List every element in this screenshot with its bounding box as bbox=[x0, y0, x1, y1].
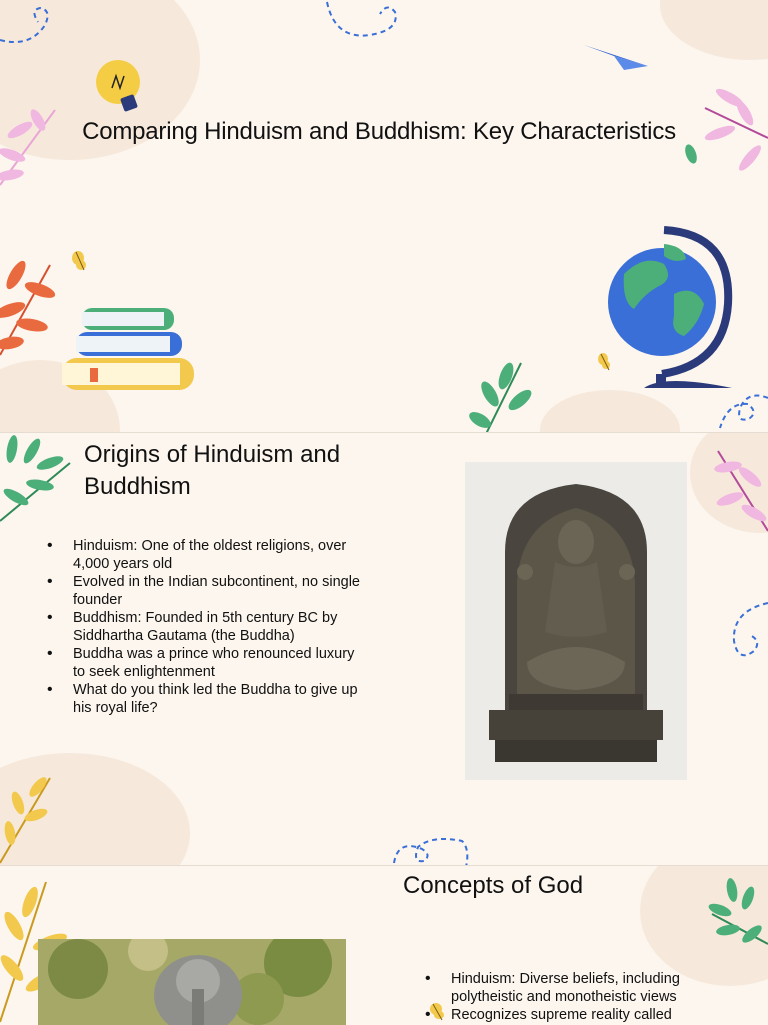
dashed-swirl-icon bbox=[728, 601, 768, 671]
slide-origins bbox=[0, 432, 768, 866]
list-item: • Buddhism: Founded in 5th century BC by Siddhartha Gautama (the Buddha) bbox=[44, 609, 364, 645]
buddha-statue-photo bbox=[465, 462, 687, 780]
pink-leaves-icon bbox=[708, 441, 768, 541]
slide-concepts-of-god bbox=[0, 865, 768, 1025]
light-bulb-icon bbox=[94, 56, 146, 114]
butterfly-icon bbox=[70, 250, 88, 272]
dashed-swirl-icon bbox=[392, 833, 472, 866]
list-item: • Hinduism: One of the oldest religions, over 4,000 years old bbox=[44, 537, 364, 573]
slide-title-text: Comparing Hinduism and Buddhism: Key Characteristics bbox=[82, 118, 676, 145]
background-blob bbox=[660, 0, 768, 60]
background-blob bbox=[540, 390, 680, 432]
butterfly-icon bbox=[428, 1002, 446, 1022]
list-item: • Recognizes supreme reality called bbox=[422, 1006, 712, 1024]
green-leaves-icon bbox=[708, 874, 768, 966]
paper-plane-icon bbox=[584, 42, 650, 72]
dashed-swirl-icon bbox=[718, 388, 768, 432]
orange-leaves-icon bbox=[0, 255, 60, 365]
section-heading: Origins of Hinduism and Buddhism bbox=[84, 441, 341, 500]
yellow-leaves-icon bbox=[0, 773, 56, 866]
globe-icon bbox=[604, 224, 738, 390]
list-item: • What do you think led the Buddha to give up his royal life? bbox=[44, 681, 364, 717]
green-leaves-icon bbox=[466, 358, 536, 432]
bullet-list bbox=[44, 537, 364, 717]
list-item: • Hinduism: Diverse beliefs, including polytheistic and monotheistic views bbox=[422, 970, 712, 1006]
ganesha-statue-photo bbox=[38, 939, 346, 1025]
green-leaves-icon bbox=[0, 433, 78, 525]
list-item: • Evolved in the Indian subcontinent, no single founder bbox=[44, 573, 364, 609]
list-item: • Buddha was a prince who renounced luxury to seek enlightenment bbox=[44, 645, 364, 681]
dashed-swirl-icon bbox=[325, 0, 415, 45]
section-heading: Concepts of God bbox=[403, 872, 584, 899]
slide-title bbox=[0, 0, 768, 432]
books-icon bbox=[62, 306, 196, 392]
bullet-list bbox=[422, 970, 712, 1024]
dashed-swirl-icon bbox=[0, 0, 60, 50]
